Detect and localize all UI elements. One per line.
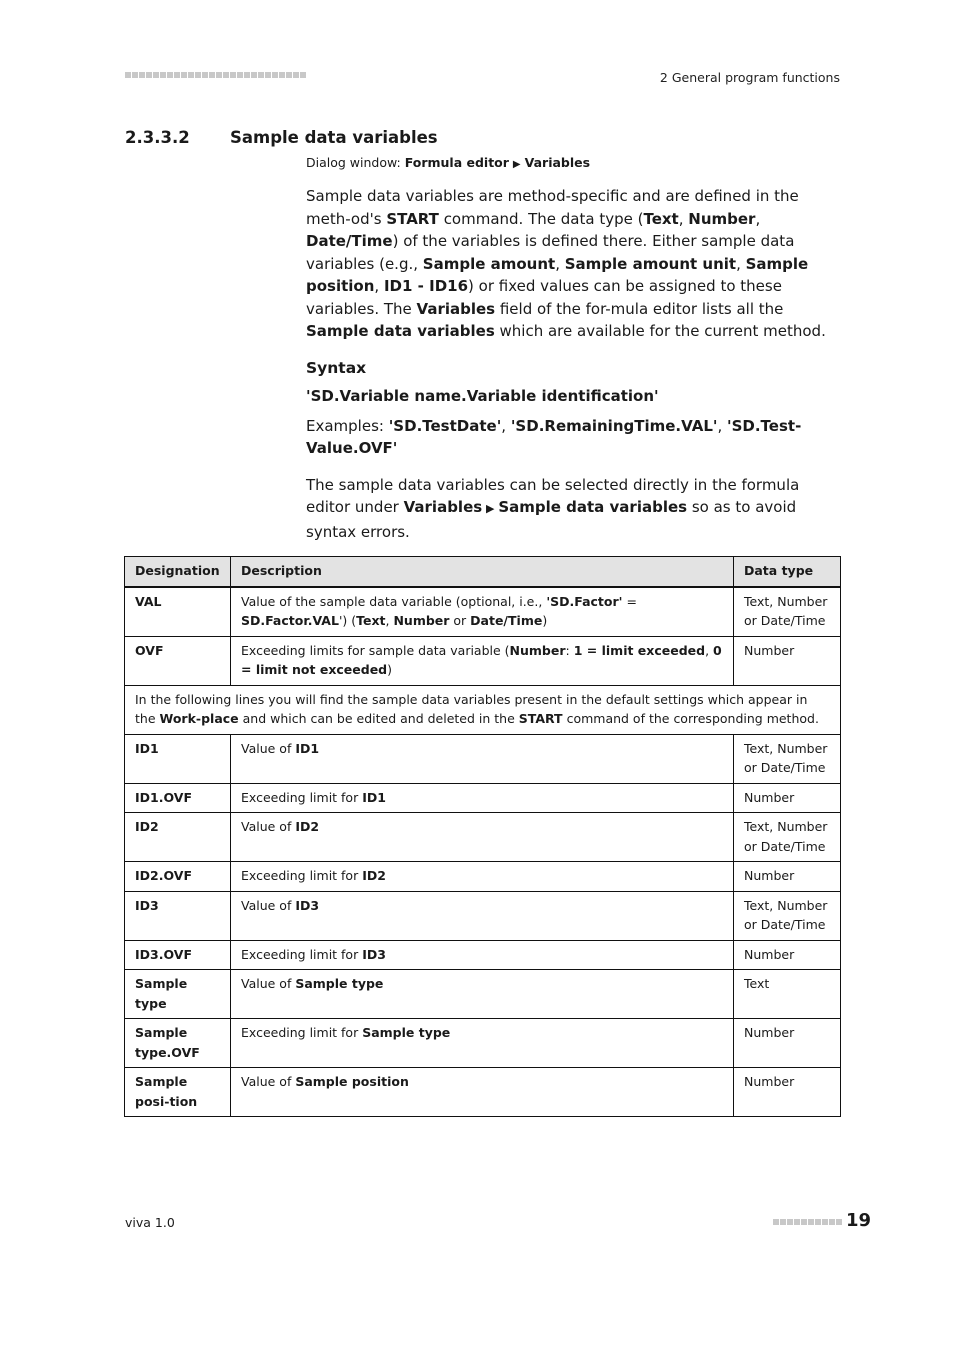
row-designation: Sample posi-tion [125,1068,231,1117]
row-description: Exceeding limit for ID3 [231,940,734,970]
row-description: Exceeding limit for ID1 [231,783,734,813]
row-data-type: Text, Number or Date/Time [734,587,841,637]
table-row [125,636,841,685]
table-row [125,862,841,892]
footer-dot-rule [773,1219,842,1225]
row-data-type: Number [734,636,841,685]
syntax-examples: Examples: 'SD.TestDate', 'SD.RemainingTime.VAL', 'SD.Test-Value.OVF' [306,416,802,457]
row-designation: Sample type.OVF [125,1019,231,1068]
row-description: Value of ID2 [231,813,734,862]
page-number: 19 [846,1210,872,1231]
row-data-type: Number [734,1019,841,1068]
row-description: Value of Sample type [231,970,734,1019]
header-designation: Designation [125,557,231,587]
selection-note: The sample data variables can be selected directly in the formula editor under Variables ▶ Sample data variables so as to avoid syntax errors. [306,475,800,541]
row-description: Exceeding limit for ID2 [231,862,734,892]
row-data-type: Text, Number or Date/Time [734,813,841,862]
row-designation: ID1 [125,734,231,783]
header-data-type: Data type [734,557,841,587]
row-data-type: Number [734,1068,841,1117]
dialog-path-variables: Variables [524,155,591,170]
table-row [125,813,841,862]
row-designation: ID2 [125,813,231,862]
arrow-right-icon: ▶ [512,159,521,170]
syntax-code: 'SD.Variable name.Variable identification' [306,386,659,405]
table-row [125,1019,841,1068]
row-designation: Sample type [125,970,231,1019]
row-description: Exceeding limit for Sample type [231,1019,734,1068]
row-data-type: Text [734,970,841,1019]
table-header-row [125,557,841,587]
dialog-path [306,154,842,174]
row-designation: OVF [125,636,231,685]
table-row [125,891,841,940]
row-description: Value of Sample position [231,1068,734,1117]
table-row [125,587,841,637]
sample-data-variables-table [124,556,841,1117]
table-row [125,734,841,783]
row-designation: VAL [125,587,231,637]
row-description: Value of ID1 [231,734,734,783]
table-span-note-row [125,685,841,734]
intro-paragraph: Sample data variables are method-specific and are defined in the meth-od's START command. The data type (Text, Number, Date/Time) of the variables is defined there. Either sample data variables (e.g., Sample amount, Sample amount unit, Sample position, ID1 - ID16) or fixed values can be assigned to these variables. The Variables field of the for-mula editor lists all the Sample data variables which are available for the current method. [306,187,826,340]
syntax-heading: Syntax [306,358,367,377]
arrow-right-icon: ▶ [482,502,499,515]
row-data-type: Number [734,862,841,892]
row-designation: ID1.OVF [125,783,231,813]
table-row [125,1068,841,1117]
span-note: In the following lines you will find the sample data variables present in the default settings which appear in the Work-place and which can be edited and deleted in the START command of the corresponding method. [125,685,841,734]
row-designation: ID2.OVF [125,862,231,892]
table-row [125,783,841,813]
section-title: Sample data variables [230,128,438,147]
row-description: Value of ID3 [231,891,734,940]
footer-product: viva 1.0 [125,1215,175,1230]
row-data-type: Number [734,783,841,813]
row-data-type: Text, Number or Date/Time [734,734,841,783]
row-description: Exceeding limits for sample data variable (Number: 1 = limit exceeded, 0 = limit not exceeded) [231,636,734,685]
header-description: Description [231,557,734,587]
main-content [306,154,842,579]
dialog-prefix: Dialog window: [306,155,405,170]
header-chapter: 2 General program functions [659,70,840,85]
row-data-type: Number [734,940,841,970]
row-designation: ID3.OVF [125,940,231,970]
dialog-path-formula-editor: Formula editor [404,155,509,170]
header-dot-rule [125,72,306,78]
section-number: 2.3.3.2 [125,128,190,147]
table-row [125,970,841,1019]
row-data-type: Text, Number or Date/Time [734,891,841,940]
row-description: Value of the sample data variable (optional, i.e., 'SD.Factor' = SD.Factor.VAL') (Text, Number or Date/Time) [231,587,734,637]
row-designation: ID3 [125,891,231,940]
table-row [125,940,841,970]
